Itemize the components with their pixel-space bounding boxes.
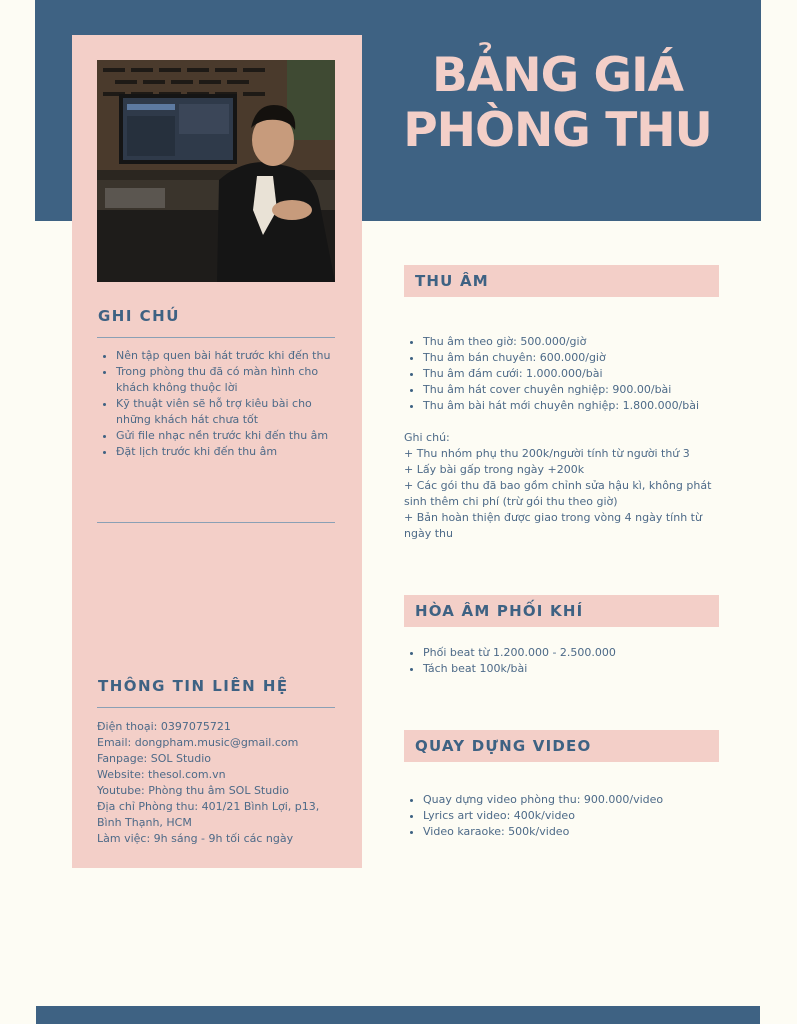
page-title <box>380 48 735 158</box>
notes-item: • Kỹ thuật viên sẽ hỗ trợ kiêu bài cho những khách hát chưa tốt <box>116 396 335 428</box>
contact-divider <box>97 707 335 708</box>
recording-heading: THU ÂM <box>415 272 489 290</box>
footer-band <box>36 1006 760 1024</box>
contact-website: Website: thesol.com.vn <box>97 768 226 781</box>
price-item: • Quay dựng video phòng thu: 900.000/video <box>423 792 724 808</box>
notes-item: • Gửi file nhạc nền trước khi đến thu âm <box>116 428 335 444</box>
price-item: • Thu âm hát cover chuyên nghiệp: 900.00/bài <box>423 382 724 398</box>
recording-heading-bar <box>404 265 719 297</box>
studio-photo <box>97 60 335 282</box>
price-item: • Thu âm theo giờ: 500.000/giờ <box>423 334 724 350</box>
contact-hours: Làm việc: 9h sáng - 9h tối các ngày <box>97 832 294 845</box>
video-heading: QUAY DỰNG VIDEO <box>415 737 592 755</box>
page-title-line-2: PHÒNG THU <box>403 103 712 158</box>
notes-divider-bottom <box>97 522 335 523</box>
video-price-list <box>404 792 724 840</box>
notes-list <box>97 348 335 460</box>
contact-address: Địa chỉ Phòng thu: 401/21 Bình Lợi, p13, Bình Thạnh, HCM <box>97 800 320 829</box>
contact-heading: THÔNG TIN LIÊN HỆ <box>98 677 289 695</box>
mixing-heading: HÒA ÂM PHỐI KHÍ <box>415 602 584 620</box>
notes-heading: GHI CHÚ <box>98 307 180 325</box>
contact-phone: Điện thoại: 0397075721 <box>97 720 231 733</box>
price-item: • Lyrics art video: 400k/video <box>423 808 724 824</box>
contact-youtube: Youtube: Phòng thu âm SOL Studio <box>97 784 289 797</box>
notes-item: • Đặt lịch trước khi đến thu âm <box>116 444 335 460</box>
price-item: • Phối beat từ 1.200.000 - 2.500.000 <box>423 645 724 661</box>
contact-email: Email: dongpham.music@gmail.com <box>97 736 299 749</box>
price-item: • Tách beat 100k/bài <box>423 661 724 677</box>
notes-divider-top <box>97 337 335 338</box>
recording-price-list <box>404 334 724 414</box>
recording-note: + Các gói thu đã bao gồm chỉnh sửa hậu kì, không phát sinh thêm chi phí (trừ gói thu theo giờ) <box>404 479 712 508</box>
recording-note: + Lấy bài gấp trong ngày +200k <box>404 463 585 476</box>
recording-notes-label: Ghi chú: <box>404 431 450 444</box>
recording-notes <box>404 430 722 542</box>
recording-note: + Bản hoàn thiện được giao trong vòng 4 ngày tính từ ngày thu <box>404 511 702 540</box>
price-item: • Thu âm bán chuyên: 600.000/giờ <box>423 350 724 366</box>
page-title-line-1: BẢNG GIÁ <box>432 48 683 103</box>
price-item: • Video karaoke: 500k/video <box>423 824 724 840</box>
notes-item: • Trong phòng thu đã có màn hình cho khách không thuộc lời <box>116 364 335 396</box>
price-item: • Thu âm bài hát mới chuyên nghiệp: 1.800.000/bài <box>423 398 724 414</box>
mixing-price-list <box>404 645 724 677</box>
recording-note: + Thu nhóm phụ thu 200k/người tính từ người thứ 3 <box>404 447 690 460</box>
video-heading-bar <box>404 730 719 762</box>
mixing-heading-bar <box>404 595 719 627</box>
contact-fanpage: Fanpage: SOL Studio <box>97 752 212 765</box>
notes-item: • Nên tập quen bài hát trước khi đến thu <box>116 348 335 364</box>
contact-info <box>97 719 342 847</box>
price-item: • Thu âm đám cưới: 1.000.000/bài <box>423 366 724 382</box>
